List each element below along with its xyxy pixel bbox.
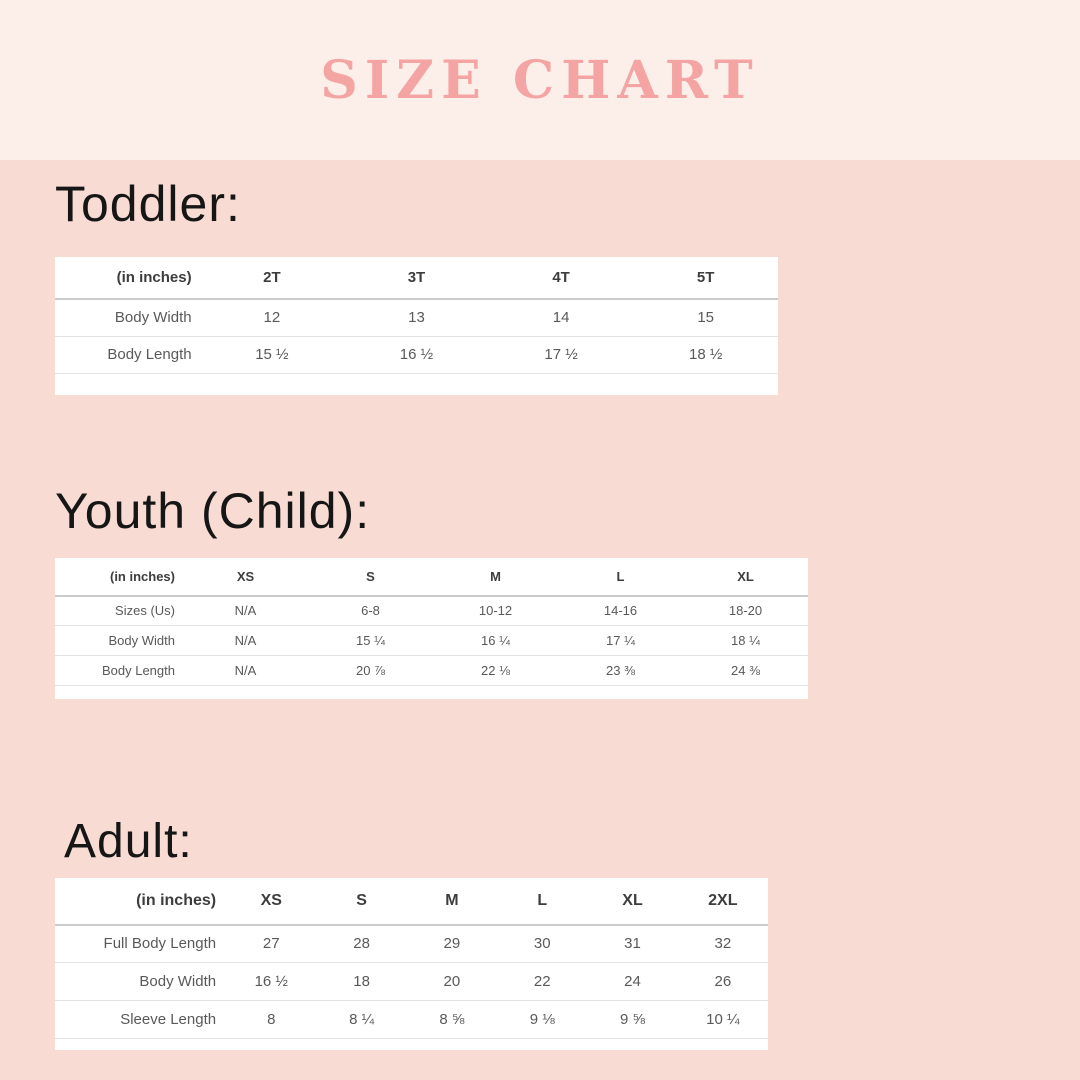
adult-heading: Adult:	[64, 815, 193, 868]
measurement-cell: 27	[226, 925, 316, 963]
measurement-cell: 30	[497, 925, 587, 963]
measurement-cell: 6-8	[308, 596, 433, 626]
measurement-cell: 17 ½	[489, 336, 634, 373]
measurement-cell: 32	[678, 925, 768, 963]
measurement-cell: 8 ⅝	[407, 1001, 497, 1039]
measurement-cell: 14	[489, 299, 634, 336]
measurement-cell: 18 ½	[633, 336, 778, 373]
measurement-cell: 22 ⅛	[433, 656, 558, 686]
toddler-table	[55, 257, 778, 374]
measurement-cell: 16 ½	[344, 336, 489, 373]
page-title: SIZE CHART	[320, 49, 760, 111]
size-column-header: 2T	[200, 257, 345, 299]
size-column-header: M	[433, 558, 558, 596]
size-column-header: 3T	[344, 257, 489, 299]
row-label: Full Body Length	[55, 925, 226, 963]
measurement-cell: 14-16	[558, 596, 683, 626]
toddler-heading: Toddler:	[55, 176, 241, 232]
header-row	[55, 558, 808, 596]
size-column-header: L	[558, 558, 683, 596]
measurement-cell: 23 ⅜	[558, 656, 683, 686]
measurement-cell: 18	[316, 963, 406, 1001]
size-column-header: XS	[226, 878, 316, 925]
table-row	[55, 336, 778, 373]
content	[0, 174, 1080, 1050]
row-label: Sleeve Length	[55, 1001, 226, 1039]
measurement-cell: 16 ¼	[433, 626, 558, 656]
measurement-cell: N/A	[183, 626, 308, 656]
table-row	[55, 626, 808, 656]
table-row	[55, 596, 808, 626]
section-adult	[0, 813, 1080, 1050]
row-label: Body Length	[55, 656, 183, 686]
measurement-cell: 15	[633, 299, 778, 336]
measurement-cell: 24	[587, 963, 677, 1001]
adult-table	[55, 878, 768, 1040]
title-band	[0, 0, 1080, 160]
table-row	[55, 925, 768, 963]
section-toddler	[0, 174, 1080, 395]
size-column-header: L	[497, 878, 587, 925]
row-label: Body Width	[55, 626, 183, 656]
size-column-header: 4T	[489, 257, 634, 299]
measurement-cell: 17 ¼	[558, 626, 683, 656]
measurement-cell: 9 ⅝	[587, 1001, 677, 1039]
measurement-cell: 13	[344, 299, 489, 336]
size-column-header: M	[407, 878, 497, 925]
size-column-header: XL	[587, 878, 677, 925]
size-column-header: XL	[683, 558, 808, 596]
size-column-header: 5T	[633, 257, 778, 299]
measurement-cell: 10-12	[433, 596, 558, 626]
table-row	[55, 963, 768, 1001]
measurement-cell: 18-20	[683, 596, 808, 626]
table-row	[55, 299, 778, 336]
measurement-cell: N/A	[183, 656, 308, 686]
measurement-cell: 29	[407, 925, 497, 963]
measurement-cell: 9 ⅛	[497, 1001, 587, 1039]
size-column-header: S	[308, 558, 433, 596]
measurement-cell: 28	[316, 925, 406, 963]
measurement-cell: 10 ¼	[678, 1001, 768, 1039]
units-header: (in inches)	[55, 558, 183, 596]
header-row	[55, 878, 768, 925]
row-label: Body Width	[55, 963, 226, 1001]
measurement-cell: 20 ⅞	[308, 656, 433, 686]
row-label: Sizes (Us)	[55, 596, 183, 626]
row-label: Body Width	[55, 299, 200, 336]
measurement-cell: 24 ⅜	[683, 656, 808, 686]
measurement-cell: 18 ¼	[683, 626, 808, 656]
measurement-cell: 22	[497, 963, 587, 1001]
toddler-size-table	[55, 257, 778, 395]
section-youth	[0, 481, 1080, 700]
measurement-cell: 8	[226, 1001, 316, 1039]
measurement-cell: 16 ½	[226, 963, 316, 1001]
units-header: (in inches)	[55, 257, 200, 299]
measurement-cell: 8 ¼	[316, 1001, 406, 1039]
measurement-cell: 15 ¼	[308, 626, 433, 656]
table-row	[55, 1001, 768, 1039]
adult-size-table	[55, 878, 768, 1051]
header-row	[55, 257, 778, 299]
table-row	[55, 656, 808, 686]
youth-table	[55, 558, 808, 687]
measurement-cell: 20	[407, 963, 497, 1001]
row-label: Body Length	[55, 336, 200, 373]
measurement-cell: 12	[200, 299, 345, 336]
measurement-cell: N/A	[183, 596, 308, 626]
size-column-header: S	[316, 878, 406, 925]
size-column-header: 2XL	[678, 878, 768, 925]
measurement-cell: 15 ½	[200, 336, 345, 373]
measurement-cell: 26	[678, 963, 768, 1001]
youth-size-table	[55, 558, 808, 700]
size-column-header: XS	[183, 558, 308, 596]
youth-heading: Youth (Child):	[55, 482, 371, 539]
measurement-cell: 31	[587, 925, 677, 963]
units-header: (in inches)	[55, 878, 226, 925]
